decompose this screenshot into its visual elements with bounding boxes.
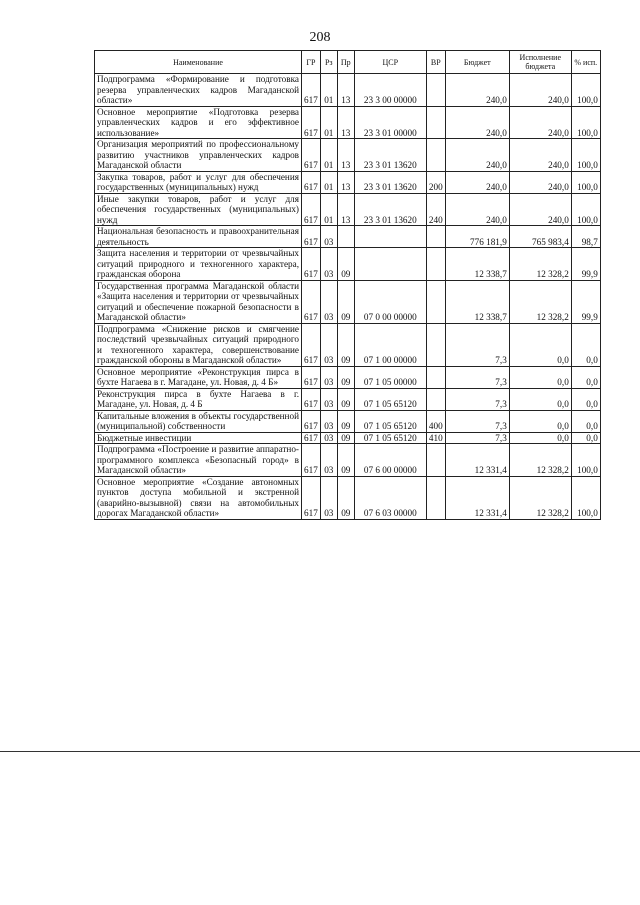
row-vr xyxy=(426,388,445,410)
row-rz: 03 xyxy=(320,226,337,248)
row-vr: 200 xyxy=(426,171,445,193)
row-vr xyxy=(426,226,445,248)
row-csr: 07 1 05 65120 xyxy=(354,388,426,410)
header-gr: ГР xyxy=(302,51,321,74)
row-csr: 07 6 03 00000 xyxy=(354,476,426,519)
header-rz: Рз xyxy=(320,51,337,74)
row-name: Подпрограмма «Построение и развитие аппаратно-программного комплекса «Безопасный город» в Магаданской области» xyxy=(95,444,302,477)
row-vr xyxy=(426,323,445,366)
row-vr xyxy=(426,139,445,172)
table-row xyxy=(95,366,601,388)
table-row xyxy=(95,226,601,248)
row-execution: 240,0 xyxy=(509,139,571,172)
row-rz: 03 xyxy=(320,476,337,519)
row-percent: 100,0 xyxy=(571,476,600,519)
row-name: Реконструкция пирса в бухте Нагаева в г. Магадане, ул. Новая, д. 4 Б xyxy=(95,388,302,410)
row-rz: 03 xyxy=(320,432,337,444)
row-gr: 617 xyxy=(302,193,321,226)
row-budget: 240,0 xyxy=(445,74,509,107)
row-gr: 617 xyxy=(302,476,321,519)
row-gr: 617 xyxy=(302,323,321,366)
row-execution: 12 328,2 xyxy=(509,280,571,323)
row-budget: 240,0 xyxy=(445,106,509,139)
row-percent: 100,0 xyxy=(571,139,600,172)
row-name: Основное мероприятие «Подготовка резерва управленческих кадров и его эффективное использование» xyxy=(95,106,302,139)
row-rz: 01 xyxy=(320,193,337,226)
row-budget: 240,0 xyxy=(445,171,509,193)
row-pr: 13 xyxy=(337,74,354,107)
row-name: Иные закупки товаров, работ и услуг для обеспечения государственных (муниципальных) нужд xyxy=(95,193,302,226)
table-row xyxy=(95,139,601,172)
row-execution: 240,0 xyxy=(509,193,571,226)
row-budget: 7,3 xyxy=(445,323,509,366)
row-execution: 765 983,4 xyxy=(509,226,571,248)
row-csr: 23 3 00 00000 xyxy=(354,74,426,107)
table-row xyxy=(95,280,601,323)
row-rz: 03 xyxy=(320,388,337,410)
row-rz: 03 xyxy=(320,280,337,323)
table-row xyxy=(95,106,601,139)
row-percent: 0,0 xyxy=(571,388,600,410)
table-row xyxy=(95,171,601,193)
row-gr: 617 xyxy=(302,444,321,477)
row-pr xyxy=(337,226,354,248)
row-percent: 0,0 xyxy=(571,432,600,444)
header-vr: ВР xyxy=(426,51,445,74)
table-body xyxy=(95,74,601,520)
row-vr xyxy=(426,476,445,519)
row-csr: 07 1 05 00000 xyxy=(354,366,426,388)
row-percent: 0,0 xyxy=(571,410,600,432)
table-row xyxy=(95,323,601,366)
row-budget: 240,0 xyxy=(445,193,509,226)
row-vr: 410 xyxy=(426,432,445,444)
row-execution: 240,0 xyxy=(509,106,571,139)
row-gr: 617 xyxy=(302,366,321,388)
header-percent: % исп. xyxy=(571,51,600,74)
row-csr: 07 1 00 00000 xyxy=(354,323,426,366)
row-pr: 13 xyxy=(337,193,354,226)
budget-table xyxy=(94,50,601,520)
row-execution: 12 328,2 xyxy=(509,476,571,519)
row-gr: 617 xyxy=(302,74,321,107)
row-execution: 0,0 xyxy=(509,366,571,388)
row-budget: 12 331,4 xyxy=(445,476,509,519)
header-execution: Исполнение бюджета xyxy=(509,51,571,74)
row-percent: 100,0 xyxy=(571,193,600,226)
row-csr: 07 6 00 00000 xyxy=(354,444,426,477)
row-rz: 01 xyxy=(320,74,337,107)
row-rz: 03 xyxy=(320,444,337,477)
row-execution: 0,0 xyxy=(509,410,571,432)
header-pr: Пр xyxy=(337,51,354,74)
table-row xyxy=(95,444,601,477)
row-budget: 240,0 xyxy=(445,139,509,172)
row-csr: 23 3 01 13620 xyxy=(354,139,426,172)
row-csr: 07 1 05 65120 xyxy=(354,432,426,444)
row-name: Государственная программа Магаданской области «Защита населения и территории от чрезвычайных ситуаций и обеспечение пожарной безопасности в Магаданской области» xyxy=(95,280,302,323)
header-name: Наименование xyxy=(95,51,302,74)
row-execution: 240,0 xyxy=(509,74,571,107)
row-execution: 240,0 xyxy=(509,171,571,193)
row-csr xyxy=(354,248,426,281)
row-vr xyxy=(426,106,445,139)
row-budget: 7,3 xyxy=(445,388,509,410)
header-budget: Бюджет xyxy=(445,51,509,74)
row-name: Капитальные вложения в объекты государственной (муниципальной) собственности xyxy=(95,410,302,432)
row-gr: 617 xyxy=(302,388,321,410)
row-percent: 100,0 xyxy=(571,171,600,193)
table-row xyxy=(95,248,601,281)
row-name: Организация мероприятий по профессиональному развитию участников управленческих кадров Магаданской области xyxy=(95,139,302,172)
row-percent: 100,0 xyxy=(571,106,600,139)
row-budget: 7,3 xyxy=(445,366,509,388)
row-vr xyxy=(426,74,445,107)
row-name: Основное мероприятие «Реконструкция пирса в бухте Нагаева в г. Магадане, ул. Новая, д. 4 Б» xyxy=(95,366,302,388)
header-csr: ЦСР xyxy=(354,51,426,74)
row-pr: 09 xyxy=(337,388,354,410)
row-vr: 400 xyxy=(426,410,445,432)
row-gr: 617 xyxy=(302,139,321,172)
table-row xyxy=(95,74,601,107)
row-budget: 12 338,7 xyxy=(445,280,509,323)
row-rz: 03 xyxy=(320,248,337,281)
row-vr xyxy=(426,248,445,281)
table-header-row xyxy=(95,51,601,74)
row-percent: 99,9 xyxy=(571,280,600,323)
row-rz: 03 xyxy=(320,366,337,388)
row-pr: 09 xyxy=(337,410,354,432)
row-percent: 99,9 xyxy=(571,248,600,281)
row-percent: 0,0 xyxy=(571,323,600,366)
row-pr: 13 xyxy=(337,139,354,172)
row-percent: 100,0 xyxy=(571,444,600,477)
row-name: Подпрограмма «Снижение рисков и смягчение последствий чрезвычайных ситуаций природного и техногенного характера, совершенствование гражданской обороны в Магаданской области» xyxy=(95,323,302,366)
page-divider-line xyxy=(0,751,640,752)
row-vr xyxy=(426,444,445,477)
row-csr: 23 3 01 13620 xyxy=(354,193,426,226)
row-rz: 03 xyxy=(320,410,337,432)
row-name: Защита населения и территории от чрезвычайных ситуаций природного и техногенного характера, гражданская оборона xyxy=(95,248,302,281)
row-rz: 01 xyxy=(320,106,337,139)
row-name: Бюджетные инвестиции xyxy=(95,432,302,444)
row-pr: 09 xyxy=(337,432,354,444)
row-execution: 0,0 xyxy=(509,432,571,444)
row-vr xyxy=(426,366,445,388)
row-pr: 13 xyxy=(337,171,354,193)
row-percent: 98,7 xyxy=(571,226,600,248)
row-rz: 03 xyxy=(320,323,337,366)
row-csr: 23 3 01 00000 xyxy=(354,106,426,139)
row-csr xyxy=(354,226,426,248)
row-budget: 7,3 xyxy=(445,410,509,432)
row-name: Закупка товаров, работ и услуг для обеспечения государственных (муниципальных) нужд xyxy=(95,171,302,193)
row-pr: 09 xyxy=(337,248,354,281)
row-execution: 0,0 xyxy=(509,323,571,366)
row-pr: 09 xyxy=(337,476,354,519)
row-name: Основное мероприятие «Создание автономных пунктов доступа мобильной и экстренной (аварийно-вызывной) связи на автомобильных дорогах Магаданской области» xyxy=(95,476,302,519)
row-budget: 776 181,9 xyxy=(445,226,509,248)
row-budget: 7,3 xyxy=(445,432,509,444)
row-rz: 01 xyxy=(320,171,337,193)
row-execution: 12 328,2 xyxy=(509,444,571,477)
row-gr: 617 xyxy=(302,171,321,193)
table-row xyxy=(95,432,601,444)
row-budget: 12 338,7 xyxy=(445,248,509,281)
row-pr: 09 xyxy=(337,366,354,388)
table-row xyxy=(95,476,601,519)
row-execution: 0,0 xyxy=(509,388,571,410)
row-name: Подпрограмма «Формирование и подготовка резерва управленческих кадров Магаданской области» xyxy=(95,74,302,107)
table-row xyxy=(95,388,601,410)
row-execution: 12 328,2 xyxy=(509,248,571,281)
row-rz: 01 xyxy=(320,139,337,172)
row-gr: 617 xyxy=(302,248,321,281)
row-percent: 0,0 xyxy=(571,366,600,388)
page-number: 208 xyxy=(309,30,331,45)
row-pr: 09 xyxy=(337,323,354,366)
row-csr: 07 1 05 65120 xyxy=(354,410,426,432)
table-row xyxy=(95,410,601,432)
row-vr: 240 xyxy=(426,193,445,226)
table-row xyxy=(95,193,601,226)
row-percent: 100,0 xyxy=(571,74,600,107)
row-pr: 09 xyxy=(337,280,354,323)
row-gr: 617 xyxy=(302,410,321,432)
row-csr: 07 0 00 00000 xyxy=(354,280,426,323)
row-budget: 12 331,4 xyxy=(445,444,509,477)
row-pr: 13 xyxy=(337,106,354,139)
row-csr: 23 3 01 13620 xyxy=(354,171,426,193)
row-name: Национальная безопасность и правоохранительная деятельность xyxy=(95,226,302,248)
row-gr: 617 xyxy=(302,106,321,139)
row-gr: 617 xyxy=(302,432,321,444)
row-vr xyxy=(426,280,445,323)
row-gr: 617 xyxy=(302,226,321,248)
row-gr: 617 xyxy=(302,280,321,323)
row-pr: 09 xyxy=(337,444,354,477)
